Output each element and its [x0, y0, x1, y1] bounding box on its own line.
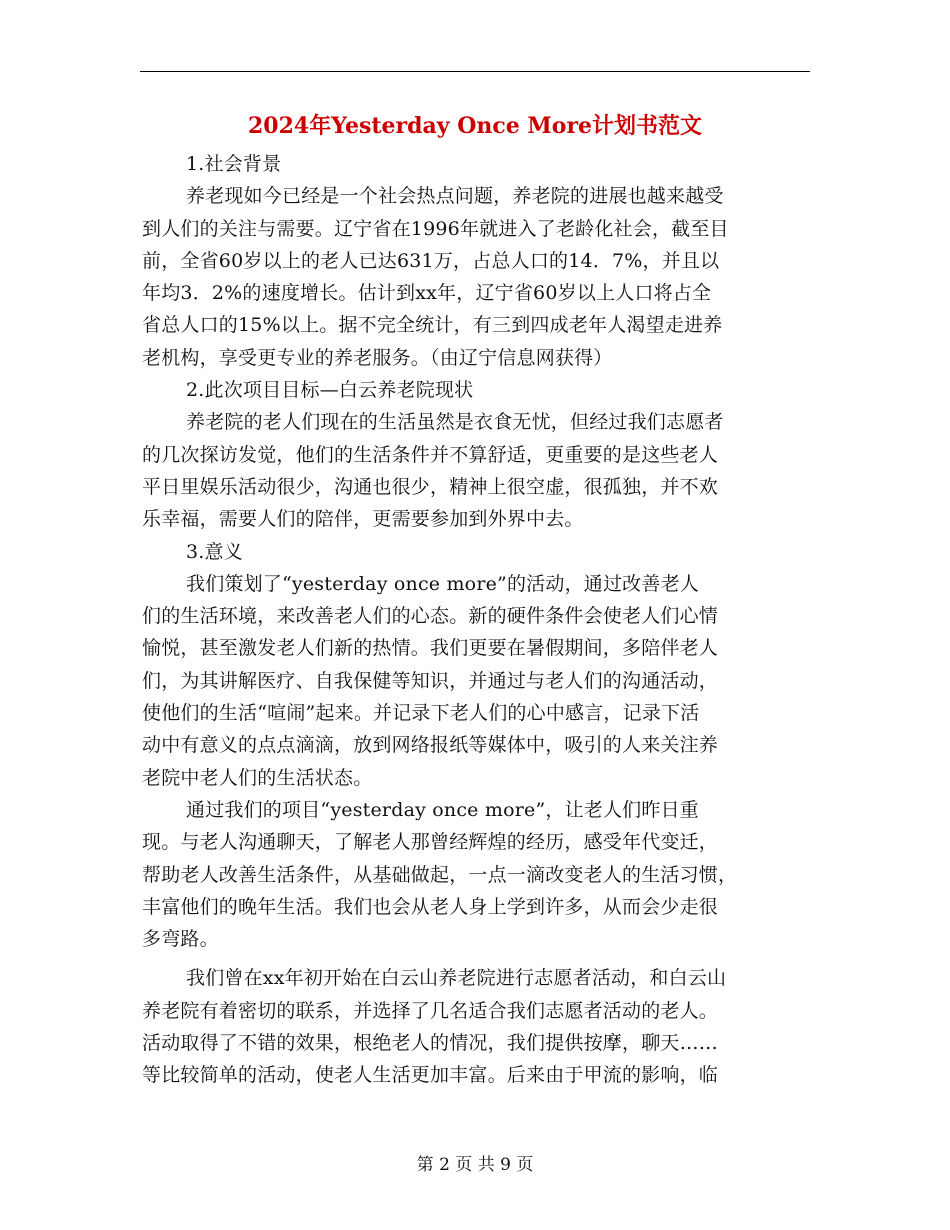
text-line: 活动取得了不错的效果，根绝老人的情况，我们提供按摩，聊天…… — [142, 1032, 719, 1055]
text-line: 等比较简单的活动，使老人生活更加丰富。后来由于甲流的影响，临 — [142, 1064, 719, 1087]
text-line: 老院中老人们的生活状态。 — [142, 766, 373, 789]
text-line: 省总人口的15%以上。据不完全统计，有三到四成老年人渴望走进养 — [142, 314, 723, 337]
page-number: 第 2 页 共 9 页 — [416, 1155, 534, 1175]
text-line: 乐幸福，需要人们的陪伴，更需要参加到外界中去。 — [142, 508, 584, 531]
text-line: 我们策划了“yesterday once more”的活动，通过改善老人 — [186, 572, 699, 595]
text-line: 养老现如今已经是一个社会热点问题，养老院的进展也越来越受 — [186, 185, 724, 208]
text-line: 1.社会背景 — [186, 153, 282, 175]
text-line: 帮助老人改善生活条件，从基础做起，一点一滴改变老人的生活习惯， — [142, 863, 738, 886]
text-line: 3.意义 — [186, 540, 243, 563]
text-line: 养老院的老人们现在的生活虽然是衣食无忧，但经过我们志愿者 — [186, 411, 724, 434]
text-line: 们的生活环境，来改善老人们的心态。新的硬件条件会使老人们心情 — [142, 605, 719, 628]
text-line: 多弯路。 — [142, 928, 219, 951]
text-line: 的几次探访发觉，他们的生活条件并不算舒适，更重要的是这些老人 — [142, 443, 719, 466]
text-line: 老机构，享受更专业的养老服务。（由辽宁信息网获得） — [142, 346, 613, 369]
text-line: 年均3．2%的速度增长。估计到xx年，辽宁省60岁以上人口将占全 — [142, 282, 712, 305]
document-body — [142, 148, 806, 1092]
text-line: 到人们的关注与需要。辽宁省在1996年就进入了老龄化社会，截至目 — [142, 217, 729, 240]
header-rule — [140, 71, 810, 72]
text-line: 平日里娱乐活动很少，沟通也很少，精神上很空虚，很孤独，并不欢 — [142, 475, 719, 498]
text-line: 我们曾在xx年初开始在白云山养老院进行志愿者活动，和白云山 — [186, 967, 727, 990]
text-line: 养老院有着密切的联系，并选择了几名适合我们志愿者活动的老人。 — [142, 999, 719, 1022]
paragraph-gap — [142, 955, 806, 962]
text-line: 通过我们的项目“yesterday once more”，让老人们昨日重 — [186, 798, 699, 821]
text-line: 丰富他们的晚年生活。我们也会从老人身上学到许多，从而会少走很 — [142, 895, 719, 918]
text-line: 前，全省60岁以上的老人已达631万，占总人口的14．7%，并且以 — [142, 249, 720, 272]
text-line: 们，为其讲解医疗、自我保健等知识，并通过与老人们的沟通活动， — [142, 669, 719, 692]
document-title: 2024年Yesterday Once More计划书范文 — [247, 113, 703, 139]
text-line: 使他们的生活“喧闹”起来。并记录下老人们的心中感言，记录下活 — [142, 702, 700, 725]
text-line: 动中有意义的点点滴滴，放到网络报纸等媒体中，吸引的人来关注养 — [142, 734, 719, 757]
text-line: 愉悦，甚至激发老人们新的热情。我们更要在暑假期间，多陪伴老人 — [142, 637, 719, 660]
text-line: 现。与老人沟通聊天，了解老人那曾经辉煌的经历，感受年代变迁， — [142, 831, 719, 854]
text-line: 2.此次项目目标—白云养老院现状 — [186, 379, 474, 402]
